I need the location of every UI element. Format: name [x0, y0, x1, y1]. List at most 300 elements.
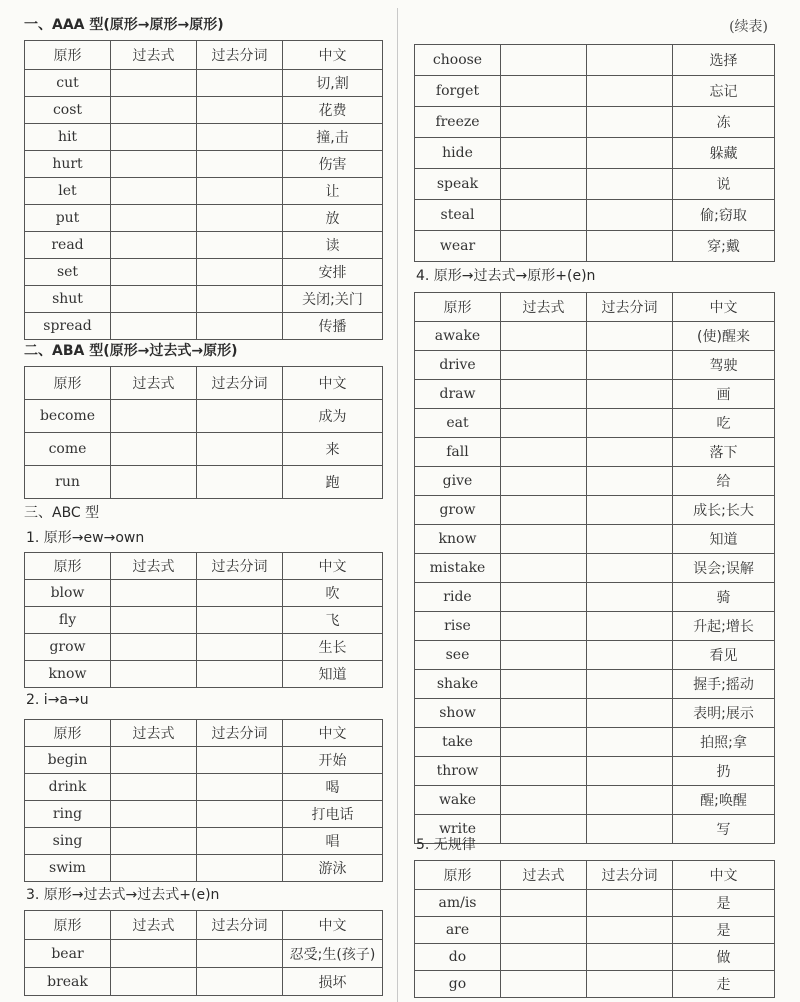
table-row [415, 890, 775, 917]
chinese-meaning-cell: 驾驶 [673, 351, 775, 380]
base-form-cell: put [25, 205, 111, 232]
section-aaa-title: 一、AAA 型(原形→原形→原形) [24, 17, 224, 33]
table-row [415, 380, 775, 409]
past-participle-blank-cell[interactable] [587, 496, 673, 525]
table-header-row [415, 293, 775, 322]
table-row [415, 169, 775, 200]
chinese-meaning-cell: 知道 [283, 661, 383, 688]
past-tense-blank-cell[interactable] [501, 438, 587, 467]
column-divider [397, 8, 398, 1002]
base-form-cell: take [415, 728, 501, 757]
past-tense-blank-cell[interactable] [501, 467, 587, 496]
column-header: 原形 [415, 861, 501, 890]
table-row [25, 97, 383, 124]
past-tense-blank-cell[interactable] [111, 747, 197, 774]
table-row [415, 641, 775, 670]
table-row [25, 828, 383, 855]
chinese-meaning-cell: 表明;展示 [673, 699, 775, 728]
past-participle-blank-cell[interactable] [587, 944, 673, 971]
section-ew-own-title: 1. 原形→ew→own [26, 530, 145, 546]
chinese-meaning-cell: 飞 [283, 607, 383, 634]
past-participle-blank-cell[interactable] [197, 97, 283, 124]
base-form-cell: drink [25, 774, 111, 801]
past-participle-blank-cell[interactable] [587, 728, 673, 757]
chinese-meaning-cell: 骑 [673, 583, 775, 612]
table-row [415, 496, 775, 525]
table-row [415, 322, 775, 351]
past-participle-blank-cell[interactable] [197, 70, 283, 97]
base-form-cell: blow [25, 580, 111, 607]
base-form-cell: break [25, 968, 111, 996]
column-header: 过去分词 [587, 861, 673, 890]
table-row [25, 747, 383, 774]
past-tense-blank-cell[interactable] [111, 97, 197, 124]
past-participle-blank-cell[interactable] [197, 828, 283, 855]
table-row [25, 178, 383, 205]
base-form-cell: shake [415, 670, 501, 699]
base-form-cell: come [25, 433, 111, 466]
past-tense-blank-cell[interactable] [111, 968, 197, 996]
table-header-row [25, 911, 383, 940]
table-row [25, 580, 383, 607]
base-form-cell: wear [415, 231, 501, 262]
table-irregular [414, 860, 775, 998]
past-tense-blank-cell[interactable] [111, 466, 197, 499]
chinese-meaning-cell: 花费 [283, 97, 383, 124]
column-header: 过去式 [111, 553, 197, 580]
table-header-row [25, 720, 383, 747]
past-participle-blank-cell[interactable] [587, 409, 673, 438]
past-participle-blank-cell[interactable] [587, 971, 673, 998]
column-header: 过去式 [111, 41, 197, 70]
past-tense-blank-cell[interactable] [111, 855, 197, 882]
table-row [415, 200, 775, 231]
past-tense-blank-cell[interactable] [501, 699, 587, 728]
chinese-meaning-cell: 冻 [673, 107, 775, 138]
table-i-a-u [24, 719, 383, 882]
table-row [415, 554, 775, 583]
past-participle-blank-cell[interactable] [197, 286, 283, 313]
past-tense-blank-cell[interactable] [501, 786, 587, 815]
past-participle-blank-cell[interactable] [197, 433, 283, 466]
base-form-cell: know [415, 525, 501, 554]
table-aaa [24, 40, 383, 340]
table-header-row [25, 367, 383, 400]
column-header: 过去式 [501, 861, 587, 890]
past-tense-blank-cell[interactable] [111, 940, 197, 968]
past-tense-blank-cell[interactable] [501, 583, 587, 612]
table-past-en-part1 [24, 910, 383, 996]
past-participle-blank-cell[interactable] [197, 801, 283, 828]
past-tense-blank-cell[interactable] [501, 107, 587, 138]
table-row [25, 151, 383, 178]
chinese-meaning-cell: 唱 [283, 828, 383, 855]
base-form-cell: hit [25, 124, 111, 151]
past-participle-blank-cell[interactable] [197, 940, 283, 968]
chinese-meaning-cell: 安排 [283, 259, 383, 286]
past-participle-blank-cell[interactable] [587, 138, 673, 169]
chinese-meaning-cell: 生长 [283, 634, 383, 661]
base-form-cell: show [415, 699, 501, 728]
table-row [25, 433, 383, 466]
chinese-meaning-cell: (使)醒来 [673, 322, 775, 351]
column-header: 过去式 [501, 293, 587, 322]
table-row [25, 661, 383, 688]
past-tense-blank-cell[interactable] [111, 828, 197, 855]
base-form-cell: fall [415, 438, 501, 467]
past-participle-blank-cell[interactable] [587, 757, 673, 786]
chinese-meaning-cell: 切,割 [283, 70, 383, 97]
past-participle-blank-cell[interactable] [587, 890, 673, 917]
past-participle-blank-cell[interactable] [197, 968, 283, 996]
base-form-cell: begin [25, 747, 111, 774]
past-participle-blank-cell[interactable] [197, 634, 283, 661]
column-header: 过去式 [111, 720, 197, 747]
chinese-meaning-cell: 吃 [673, 409, 775, 438]
table-row [25, 940, 383, 968]
past-participle-blank-cell[interactable] [587, 76, 673, 107]
base-form-cell: eat [415, 409, 501, 438]
past-tense-blank-cell[interactable] [111, 124, 197, 151]
table-row [25, 968, 383, 996]
table-base-en [414, 292, 775, 844]
chinese-meaning-cell: 损坏 [283, 968, 383, 996]
column-header: 中文 [283, 41, 383, 70]
past-tense-blank-cell[interactable] [501, 728, 587, 757]
table-row [25, 634, 383, 661]
table-row [415, 583, 775, 612]
chinese-meaning-cell: 是 [673, 890, 775, 917]
past-participle-blank-cell[interactable] [197, 774, 283, 801]
column-header: 中文 [283, 367, 383, 400]
chinese-meaning-cell: 走 [673, 971, 775, 998]
section-aba-title: 二、ABA 型(原形→过去式→原形) [24, 343, 238, 359]
table-row [25, 259, 383, 286]
chinese-meaning-cell: 跑 [283, 466, 383, 499]
column-header: 过去分词 [197, 41, 283, 70]
chinese-meaning-cell: 看见 [673, 641, 775, 670]
past-tense-blank-cell[interactable] [111, 580, 197, 607]
past-tense-blank-cell[interactable] [501, 380, 587, 409]
past-tense-blank-cell[interactable] [111, 774, 197, 801]
chinese-meaning-cell: 拍照;拿 [673, 728, 775, 757]
base-form-cell: forget [415, 76, 501, 107]
chinese-meaning-cell: 关闭;关门 [283, 286, 383, 313]
past-tense-blank-cell[interactable] [501, 612, 587, 641]
past-participle-blank-cell[interactable] [587, 699, 673, 728]
past-tense-blank-cell[interactable] [111, 400, 197, 433]
past-participle-blank-cell[interactable] [197, 580, 283, 607]
table-header-row [25, 553, 383, 580]
past-tense-blank-cell[interactable] [111, 634, 197, 661]
base-form-cell: shut [25, 286, 111, 313]
past-tense-blank-cell[interactable] [111, 151, 197, 178]
past-tense-blank-cell[interactable] [501, 641, 587, 670]
column-header: 原形 [415, 293, 501, 322]
past-participle-blank-cell[interactable] [587, 583, 673, 612]
section-past-en-title: 3. 原形→过去式→过去式+(e)n [26, 887, 220, 903]
past-participle-blank-cell[interactable] [587, 815, 673, 844]
table-row [415, 409, 775, 438]
base-form-cell: write [415, 815, 501, 844]
column-header: 过去式 [111, 367, 197, 400]
base-form-cell: set [25, 259, 111, 286]
table-row [415, 612, 775, 641]
past-tense-blank-cell[interactable] [501, 944, 587, 971]
past-participle-blank-cell[interactable] [587, 525, 673, 554]
past-tense-blank-cell[interactable] [501, 322, 587, 351]
past-participle-blank-cell[interactable] [197, 124, 283, 151]
past-tense-blank-cell[interactable] [111, 661, 197, 688]
table-row [25, 774, 383, 801]
chinese-meaning-cell: 做 [673, 944, 775, 971]
base-form-cell: rise [415, 612, 501, 641]
past-participle-blank-cell[interactable] [587, 917, 673, 944]
table-row [415, 231, 775, 262]
chinese-meaning-cell: 升起;增长 [673, 612, 775, 641]
chinese-meaning-cell: 穿;戴 [673, 231, 775, 262]
base-form-cell: bear [25, 940, 111, 968]
past-participle-blank-cell[interactable] [587, 670, 673, 699]
past-participle-blank-cell[interactable] [587, 554, 673, 583]
base-form-cell: wake [415, 786, 501, 815]
chinese-meaning-cell: 游泳 [283, 855, 383, 882]
base-form-cell: see [415, 641, 501, 670]
past-participle-blank-cell[interactable] [587, 612, 673, 641]
table-row [415, 525, 775, 554]
column-header: 中文 [283, 911, 383, 940]
chinese-meaning-cell: 选择 [673, 45, 775, 76]
table-row [25, 607, 383, 634]
past-tense-blank-cell[interactable] [501, 231, 587, 262]
base-form-cell: speak [415, 169, 501, 200]
past-tense-blank-cell[interactable] [501, 890, 587, 917]
table-row [415, 971, 775, 998]
past-participle-blank-cell[interactable] [587, 231, 673, 262]
base-form-cell: give [415, 467, 501, 496]
past-tense-blank-cell[interactable] [501, 971, 587, 998]
section-base-en-title: 4. 原形→过去式→原形+(e)n [416, 268, 596, 284]
table-row [415, 138, 775, 169]
column-header: 原形 [25, 553, 111, 580]
past-participle-blank-cell[interactable] [587, 786, 673, 815]
table-row [415, 728, 775, 757]
past-tense-blank-cell[interactable] [501, 138, 587, 169]
past-tense-blank-cell[interactable] [501, 670, 587, 699]
base-form-cell: fly [25, 607, 111, 634]
chinese-meaning-cell: 写 [673, 815, 775, 844]
chinese-meaning-cell: 来 [283, 433, 383, 466]
column-header: 原形 [25, 911, 111, 940]
chinese-meaning-cell: 撞,击 [283, 124, 383, 151]
table-ew-own [24, 552, 383, 688]
column-header: 过去分词 [197, 367, 283, 400]
table-row [25, 70, 383, 97]
chinese-meaning-cell: 读 [283, 232, 383, 259]
chinese-meaning-cell: 忍受;生(孩子) [283, 940, 383, 968]
table-row [25, 313, 383, 340]
table-row [25, 232, 383, 259]
past-tense-blank-cell[interactable] [501, 169, 587, 200]
past-participle-blank-cell[interactable] [587, 467, 673, 496]
column-header: 过去式 [111, 911, 197, 940]
base-form-cell: spread [25, 313, 111, 340]
past-participle-blank-cell[interactable] [197, 232, 283, 259]
past-tense-blank-cell[interactable] [501, 525, 587, 554]
table-row [415, 670, 775, 699]
past-tense-blank-cell[interactable] [111, 70, 197, 97]
base-form-cell: steal [415, 200, 501, 231]
past-participle-blank-cell[interactable] [197, 178, 283, 205]
chinese-meaning-cell: 握手;摇动 [673, 670, 775, 699]
base-form-cell: grow [25, 634, 111, 661]
column-header: 中文 [283, 553, 383, 580]
table-row [25, 801, 383, 828]
chinese-meaning-cell: 躲藏 [673, 138, 775, 169]
table-row [415, 467, 775, 496]
base-form-cell: let [25, 178, 111, 205]
chinese-meaning-cell: 让 [283, 178, 383, 205]
past-tense-blank-cell[interactable] [111, 178, 197, 205]
base-form-cell: run [25, 466, 111, 499]
base-form-cell: are [415, 917, 501, 944]
table-row [415, 944, 775, 971]
base-form-cell: cost [25, 97, 111, 124]
past-tense-blank-cell[interactable] [111, 232, 197, 259]
table-header-row [25, 41, 383, 70]
past-participle-blank-cell[interactable] [197, 205, 283, 232]
chinese-meaning-cell: 知道 [673, 525, 775, 554]
chinese-meaning-cell: 打电话 [283, 801, 383, 828]
column-header: 中文 [673, 293, 775, 322]
past-tense-blank-cell[interactable] [501, 409, 587, 438]
past-participle-blank-cell[interactable] [197, 400, 283, 433]
past-participle-blank-cell[interactable] [197, 855, 283, 882]
table-aba [24, 366, 383, 499]
base-form-cell: swim [25, 855, 111, 882]
chinese-meaning-cell: 放 [283, 205, 383, 232]
column-header: 原形 [25, 367, 111, 400]
past-participle-blank-cell[interactable] [197, 151, 283, 178]
column-header: 中文 [283, 720, 383, 747]
table-row [415, 786, 775, 815]
chinese-meaning-cell: 画 [673, 380, 775, 409]
chinese-meaning-cell: 落下 [673, 438, 775, 467]
column-header: 过去分词 [197, 720, 283, 747]
base-form-cell: read [25, 232, 111, 259]
base-form-cell: grow [415, 496, 501, 525]
column-header: 原形 [25, 41, 111, 70]
chinese-meaning-cell: 误会;误解 [673, 554, 775, 583]
past-participle-blank-cell[interactable] [197, 259, 283, 286]
base-form-cell: freeze [415, 107, 501, 138]
past-tense-blank-cell[interactable] [111, 259, 197, 286]
table-row [415, 107, 775, 138]
chinese-meaning-cell: 给 [673, 467, 775, 496]
past-participle-blank-cell[interactable] [197, 466, 283, 499]
chinese-meaning-cell: 传播 [283, 313, 383, 340]
past-tense-blank-cell[interactable] [501, 554, 587, 583]
table-row [415, 351, 775, 380]
past-tense-blank-cell[interactable] [501, 815, 587, 844]
past-tense-blank-cell[interactable] [111, 607, 197, 634]
past-participle-blank-cell[interactable] [197, 607, 283, 634]
table-row [415, 438, 775, 467]
base-form-cell: awake [415, 322, 501, 351]
past-participle-blank-cell[interactable] [587, 107, 673, 138]
table-row [25, 466, 383, 499]
column-header: 原形 [25, 720, 111, 747]
base-form-cell: sing [25, 828, 111, 855]
chinese-meaning-cell: 是 [673, 917, 775, 944]
past-tense-blank-cell[interactable] [111, 433, 197, 466]
past-tense-blank-cell[interactable] [111, 286, 197, 313]
base-form-cell: am/is [415, 890, 501, 917]
past-participle-blank-cell[interactable] [587, 200, 673, 231]
table-row [415, 76, 775, 107]
past-participle-blank-cell[interactable] [587, 351, 673, 380]
table-row [25, 855, 383, 882]
section-i-a-u-title: 2. i→a→u [26, 692, 89, 708]
past-tense-blank-cell[interactable] [501, 76, 587, 107]
past-participle-blank-cell[interactable] [587, 438, 673, 467]
chinese-meaning-cell: 吹 [283, 580, 383, 607]
base-form-cell: mistake [415, 554, 501, 583]
past-participle-blank-cell[interactable] [587, 322, 673, 351]
table-row [25, 286, 383, 313]
table-header-row [415, 861, 775, 890]
past-participle-blank-cell[interactable] [587, 641, 673, 670]
past-tense-blank-cell[interactable] [501, 45, 587, 76]
table-past-en-part2 [414, 44, 775, 262]
continued-label: (续表) [729, 19, 768, 35]
past-participle-blank-cell[interactable] [587, 169, 673, 200]
past-tense-blank-cell[interactable] [501, 757, 587, 786]
past-tense-blank-cell[interactable] [501, 351, 587, 380]
chinese-meaning-cell: 偷;窃取 [673, 200, 775, 231]
past-tense-blank-cell[interactable] [501, 917, 587, 944]
base-form-cell: ring [25, 801, 111, 828]
past-participle-blank-cell[interactable] [587, 380, 673, 409]
past-participle-blank-cell[interactable] [587, 45, 673, 76]
base-form-cell: do [415, 944, 501, 971]
section-irregular-title: 5. 无规律 [416, 837, 476, 853]
base-form-cell: know [25, 661, 111, 688]
chinese-meaning-cell: 扔 [673, 757, 775, 786]
table-row [25, 205, 383, 232]
base-form-cell: cut [25, 70, 111, 97]
table-row [25, 124, 383, 151]
column-header: 过去分词 [587, 293, 673, 322]
past-tense-blank-cell[interactable] [501, 496, 587, 525]
past-participle-blank-cell[interactable] [197, 313, 283, 340]
past-tense-blank-cell[interactable] [111, 313, 197, 340]
chinese-meaning-cell: 伤害 [283, 151, 383, 178]
past-tense-blank-cell[interactable] [501, 200, 587, 231]
past-tense-blank-cell[interactable] [111, 205, 197, 232]
table-row [25, 400, 383, 433]
past-participle-blank-cell[interactable] [197, 747, 283, 774]
past-tense-blank-cell[interactable] [111, 801, 197, 828]
base-form-cell: drive [415, 351, 501, 380]
chinese-meaning-cell: 喝 [283, 774, 383, 801]
past-participle-blank-cell[interactable] [197, 661, 283, 688]
base-form-cell: ride [415, 583, 501, 612]
chinese-meaning-cell: 成为 [283, 400, 383, 433]
table-row [415, 757, 775, 786]
chinese-meaning-cell: 忘记 [673, 76, 775, 107]
column-header: 中文 [673, 861, 775, 890]
